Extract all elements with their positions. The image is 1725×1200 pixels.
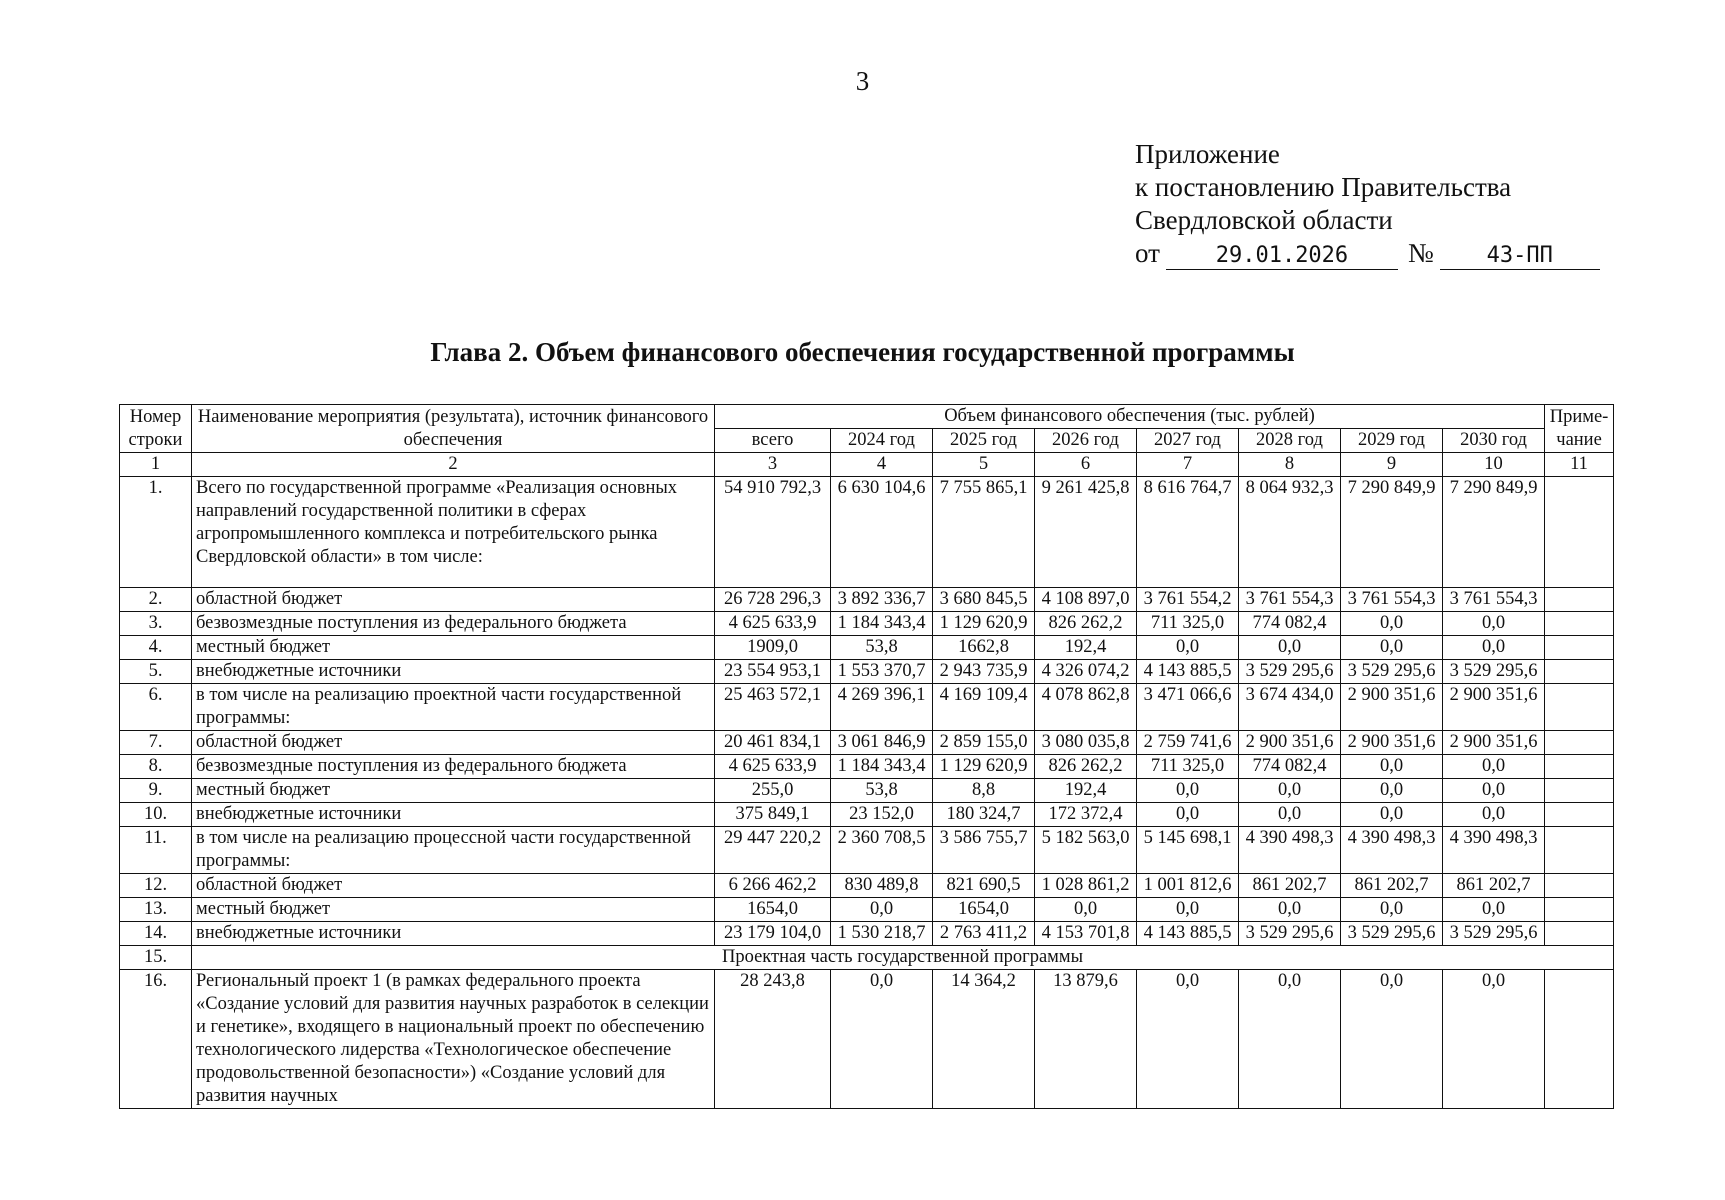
value-cell: 3 680 845,5	[933, 588, 1035, 612]
note-cell	[1545, 731, 1614, 755]
appendix-date-number	[1135, 237, 1600, 270]
value-cell: 861 202,7	[1239, 874, 1341, 898]
row-name: Всего по государственной программе «Реализация основных направлений государственной политики в сферах агропромышленного комплекса и потребительского рынка Свердловской области» в том числе:	[192, 477, 715, 588]
value-cell: 255,0	[715, 779, 831, 803]
header-col-2: 2025 год	[933, 429, 1035, 453]
value-cell: 2 900 351,6	[1239, 731, 1341, 755]
table-header	[120, 405, 1614, 477]
financing-table	[119, 404, 1614, 1109]
row-name: внебюджетные источники	[192, 803, 715, 827]
note-cell	[1545, 660, 1614, 684]
decree-date: 29.01.2026	[1166, 243, 1398, 270]
index-cell: 9	[1341, 453, 1443, 477]
value-cell: 3 761 554,3	[1341, 588, 1443, 612]
index-cell: 5	[933, 453, 1035, 477]
header-name: Наименование мероприятия (результата), источник финансового обеспечения	[192, 405, 715, 453]
table-row	[120, 874, 1614, 898]
value-cell: 0,0	[831, 970, 933, 1109]
row-number: 7.	[120, 731, 192, 755]
value-cell: 0,0	[1341, 970, 1443, 1109]
value-cell: 2 900 351,6	[1443, 684, 1545, 731]
value-cell: 4 390 498,3	[1443, 827, 1545, 874]
value-cell: 861 202,7	[1443, 874, 1545, 898]
header-row-number-label: Номер строки	[128, 406, 183, 450]
value-cell: 711 325,0	[1137, 755, 1239, 779]
value-cell: 2 763 411,2	[933, 922, 1035, 946]
index-cell: 11	[1545, 453, 1614, 477]
row-name: местный бюджет	[192, 779, 715, 803]
row-number: 14.	[120, 922, 192, 946]
value-cell: 3 761 554,3	[1443, 588, 1545, 612]
value-cell: 2 900 351,6	[1341, 731, 1443, 755]
table-row	[120, 922, 1614, 946]
value-cell: 0,0	[1443, 755, 1545, 779]
value-cell: 3 892 336,7	[831, 588, 933, 612]
note-cell	[1545, 970, 1614, 1109]
value-cell: 5 182 563,0	[1035, 827, 1137, 874]
value-cell: 3 080 035,8	[1035, 731, 1137, 755]
value-cell: 192,4	[1035, 779, 1137, 803]
note-cell	[1545, 755, 1614, 779]
value-cell: 0,0	[1443, 970, 1545, 1109]
value-cell: 3 529 295,6	[1239, 660, 1341, 684]
row-number: 15.	[120, 946, 192, 970]
value-cell: 6 266 462,2	[715, 874, 831, 898]
chapter-title: Глава 2. Объем финансового обеспечения государственной программы	[430, 337, 1295, 367]
value-cell: 29 447 220,2	[715, 827, 831, 874]
table-row	[120, 477, 1614, 588]
header-volume: Объем финансового обеспечения (тыс. рублей)	[715, 405, 1545, 429]
header-col-0: всего	[715, 429, 831, 453]
row-number: 6.	[120, 684, 192, 731]
row-name: внебюджетные источники	[192, 660, 715, 684]
index-cell: 6	[1035, 453, 1137, 477]
value-cell: 821 690,5	[933, 874, 1035, 898]
value-cell: 826 262,2	[1035, 612, 1137, 636]
index-cell: 1	[120, 453, 192, 477]
value-cell: 1 184 343,4	[831, 612, 933, 636]
row-number: 3.	[120, 612, 192, 636]
note-cell	[1545, 636, 1614, 660]
value-cell: 4 143 885,5	[1137, 660, 1239, 684]
row-name: Региональный проект 1 (в рамках федерального проекта «Создание условий для развития научных разработок в селекции и генетике», входящего в национальный проект по обеспечению технологического лидерства «Технологическое обеспечение продовольственной безопасности») «Создание условий для развития научных	[192, 970, 715, 1109]
value-cell: 23 179 104,0	[715, 922, 831, 946]
value-cell: 8 064 932,3	[1239, 477, 1341, 588]
value-cell: 0,0	[1137, 803, 1239, 827]
value-cell: 8 616 764,7	[1137, 477, 1239, 588]
table-row	[120, 588, 1614, 612]
appendix-block	[1135, 138, 1600, 270]
note-cell	[1545, 827, 1614, 874]
value-cell: 0,0	[1443, 612, 1545, 636]
index-cell: 3	[715, 453, 831, 477]
value-cell: 4 169 109,4	[933, 684, 1035, 731]
value-cell: 6 630 104,6	[831, 477, 933, 588]
row-number: 12.	[120, 874, 192, 898]
value-cell: 2 859 155,0	[933, 731, 1035, 755]
row-name: областной бюджет	[192, 588, 715, 612]
appendix-title: Приложение	[1135, 139, 1280, 169]
value-cell: 0,0	[1443, 636, 1545, 660]
value-cell: 0,0	[1341, 612, 1443, 636]
row-name: безвозмездные поступления из федерального бюджета	[192, 612, 715, 636]
value-cell: 4 153 701,8	[1035, 922, 1137, 946]
value-cell: 375 849,1	[715, 803, 831, 827]
row-number: 11.	[120, 827, 192, 874]
note-cell	[1545, 588, 1614, 612]
value-cell: 2 900 351,6	[1341, 684, 1443, 731]
value-cell: 1 129 620,9	[933, 755, 1035, 779]
value-cell: 0,0	[1341, 755, 1443, 779]
section-row	[120, 946, 1614, 970]
value-cell: 26 728 296,3	[715, 588, 831, 612]
value-cell: 861 202,7	[1341, 874, 1443, 898]
index-cell: 10	[1443, 453, 1545, 477]
row-name: местный бюджет	[192, 898, 715, 922]
row-number: 10.	[120, 803, 192, 827]
value-cell: 3 061 846,9	[831, 731, 933, 755]
value-cell: 7 290 849,9	[1341, 477, 1443, 588]
header-index-row	[120, 453, 1614, 477]
value-cell: 192,4	[1035, 636, 1137, 660]
value-cell: 4 625 633,9	[715, 755, 831, 779]
value-cell: 1 530 218,7	[831, 922, 933, 946]
index-cell: 7	[1137, 453, 1239, 477]
header-col-1: 2024 год	[831, 429, 933, 453]
index-cell: 2	[192, 453, 715, 477]
table-row	[120, 779, 1614, 803]
value-cell: 0,0	[1341, 779, 1443, 803]
value-cell: 3 529 295,6	[1341, 922, 1443, 946]
note-cell	[1545, 477, 1614, 588]
row-name: местный бюджет	[192, 636, 715, 660]
value-cell: 0,0	[1443, 898, 1545, 922]
value-cell: 53,8	[831, 636, 933, 660]
row-number: 1.	[120, 477, 192, 588]
table-row	[120, 612, 1614, 636]
table-row	[120, 970, 1614, 1109]
table-row	[120, 803, 1614, 827]
value-cell: 3 761 554,3	[1239, 588, 1341, 612]
value-cell: 3 529 295,6	[1341, 660, 1443, 684]
value-cell: 3 529 295,6	[1443, 922, 1545, 946]
row-name: областной бюджет	[192, 874, 715, 898]
note-cell	[1545, 779, 1614, 803]
header-col-5: 2028 год	[1239, 429, 1341, 453]
header-note: Приме- чание	[1545, 405, 1614, 453]
row-name: в том числе на реализацию проектной части государственной программы:	[192, 684, 715, 731]
value-cell: 0,0	[831, 898, 933, 922]
row-name: внебюджетные источники	[192, 922, 715, 946]
value-cell: 3 761 554,2	[1137, 588, 1239, 612]
row-name: областной бюджет	[192, 731, 715, 755]
value-cell: 4 390 498,3	[1239, 827, 1341, 874]
value-cell: 0,0	[1443, 779, 1545, 803]
value-cell: 5 145 698,1	[1137, 827, 1239, 874]
header-col-6: 2029 год	[1341, 429, 1443, 453]
value-cell: 0,0	[1341, 636, 1443, 660]
value-cell: 1 184 343,4	[831, 755, 933, 779]
value-cell: 711 325,0	[1137, 612, 1239, 636]
value-cell: 180 324,7	[933, 803, 1035, 827]
note-cell	[1545, 922, 1614, 946]
value-cell: 1 553 370,7	[831, 660, 933, 684]
table-row	[120, 827, 1614, 874]
value-cell: 172 372,4	[1035, 803, 1137, 827]
value-cell: 3 529 295,6	[1239, 922, 1341, 946]
value-cell: 4 390 498,3	[1341, 827, 1443, 874]
value-cell: 0,0	[1239, 779, 1341, 803]
value-cell: 54 910 792,3	[715, 477, 831, 588]
value-cell: 1662,8	[933, 636, 1035, 660]
value-cell: 0,0	[1239, 898, 1341, 922]
value-cell: 774 082,4	[1239, 755, 1341, 779]
row-number: 2.	[120, 588, 192, 612]
value-cell: 774 082,4	[1239, 612, 1341, 636]
value-cell: 3 529 295,6	[1443, 660, 1545, 684]
value-cell: 25 463 572,1	[715, 684, 831, 731]
value-cell: 7 755 865,1	[933, 477, 1035, 588]
header-col-3: 2026 год	[1035, 429, 1137, 453]
note-cell	[1545, 898, 1614, 922]
value-cell: 13 879,6	[1035, 970, 1137, 1109]
appendix-decree: к постановлению Правительства	[1135, 172, 1512, 202]
row-number: 9.	[120, 779, 192, 803]
value-cell: 0,0	[1137, 636, 1239, 660]
note-cell	[1545, 612, 1614, 636]
value-cell: 4 108 897,0	[1035, 588, 1137, 612]
page-number: 3	[855, 66, 870, 96]
value-cell: 2 943 735,9	[933, 660, 1035, 684]
value-cell: 1654,0	[715, 898, 831, 922]
value-cell: 28 243,8	[715, 970, 831, 1109]
value-cell: 23 554 953,1	[715, 660, 831, 684]
note-cell	[1545, 803, 1614, 827]
decree-number: 43-ПП	[1440, 243, 1600, 270]
value-cell: 20 461 834,1	[715, 731, 831, 755]
value-cell: 2 360 708,5	[831, 827, 933, 874]
value-cell: 3 586 755,7	[933, 827, 1035, 874]
value-cell: 1 129 620,9	[933, 612, 1035, 636]
header-col-4: 2027 год	[1137, 429, 1239, 453]
from-label: от	[1135, 238, 1160, 268]
value-cell: 3 674 434,0	[1239, 684, 1341, 731]
table-body	[120, 477, 1614, 1109]
value-cell: 14 364,2	[933, 970, 1035, 1109]
value-cell: 0,0	[1341, 898, 1443, 922]
value-cell: 7 290 849,9	[1443, 477, 1545, 588]
table-row	[120, 898, 1614, 922]
value-cell: 4 078 862,8	[1035, 684, 1137, 731]
value-cell: 4 269 396,1	[831, 684, 933, 731]
value-cell: 2 900 351,6	[1443, 731, 1545, 755]
value-cell: 23 152,0	[831, 803, 933, 827]
header-col-7: 2030 год	[1443, 429, 1545, 453]
table-row	[120, 731, 1614, 755]
header-row-number	[120, 405, 192, 453]
value-cell: 8,8	[933, 779, 1035, 803]
value-cell: 0,0	[1443, 803, 1545, 827]
table-row	[120, 636, 1614, 660]
value-cell: 826 262,2	[1035, 755, 1137, 779]
value-cell: 0,0	[1239, 803, 1341, 827]
row-name: в том числе на реализацию процессной части государственной программы:	[192, 827, 715, 874]
table-row	[120, 684, 1614, 731]
note-cell	[1545, 874, 1614, 898]
value-cell: 0,0	[1239, 970, 1341, 1109]
row-number: 13.	[120, 898, 192, 922]
index-cell: 8	[1239, 453, 1341, 477]
value-cell: 3 471 066,6	[1137, 684, 1239, 731]
value-cell: 1909,0	[715, 636, 831, 660]
value-cell: 1654,0	[933, 898, 1035, 922]
value-cell: 0,0	[1137, 779, 1239, 803]
value-cell: 2 759 741,6	[1137, 731, 1239, 755]
value-cell: 4 326 074,2	[1035, 660, 1137, 684]
value-cell: 9 261 425,8	[1035, 477, 1137, 588]
index-cell: 4	[831, 453, 933, 477]
number-label: №	[1407, 238, 1434, 268]
value-cell: 4 143 885,5	[1137, 922, 1239, 946]
value-cell: 0,0	[1035, 898, 1137, 922]
value-cell: 0,0	[1239, 636, 1341, 660]
row-number: 4.	[120, 636, 192, 660]
value-cell: 1 028 861,2	[1035, 874, 1137, 898]
value-cell: 830 489,8	[831, 874, 933, 898]
value-cell: 0,0	[1341, 803, 1443, 827]
value-cell: 53,8	[831, 779, 933, 803]
table-row	[120, 755, 1614, 779]
section-label: Проектная часть государственной программы	[192, 946, 1614, 970]
row-number: 16.	[120, 970, 192, 1109]
value-cell: 4 625 633,9	[715, 612, 831, 636]
row-number: 8.	[120, 755, 192, 779]
row-name: безвозмездные поступления из федерального бюджета	[192, 755, 715, 779]
table-row	[120, 660, 1614, 684]
appendix-region: Свердловской области	[1135, 205, 1393, 235]
value-cell: 0,0	[1137, 898, 1239, 922]
value-cell: 0,0	[1137, 970, 1239, 1109]
note-cell	[1545, 684, 1614, 731]
value-cell: 1 001 812,6	[1137, 874, 1239, 898]
row-number: 5.	[120, 660, 192, 684]
